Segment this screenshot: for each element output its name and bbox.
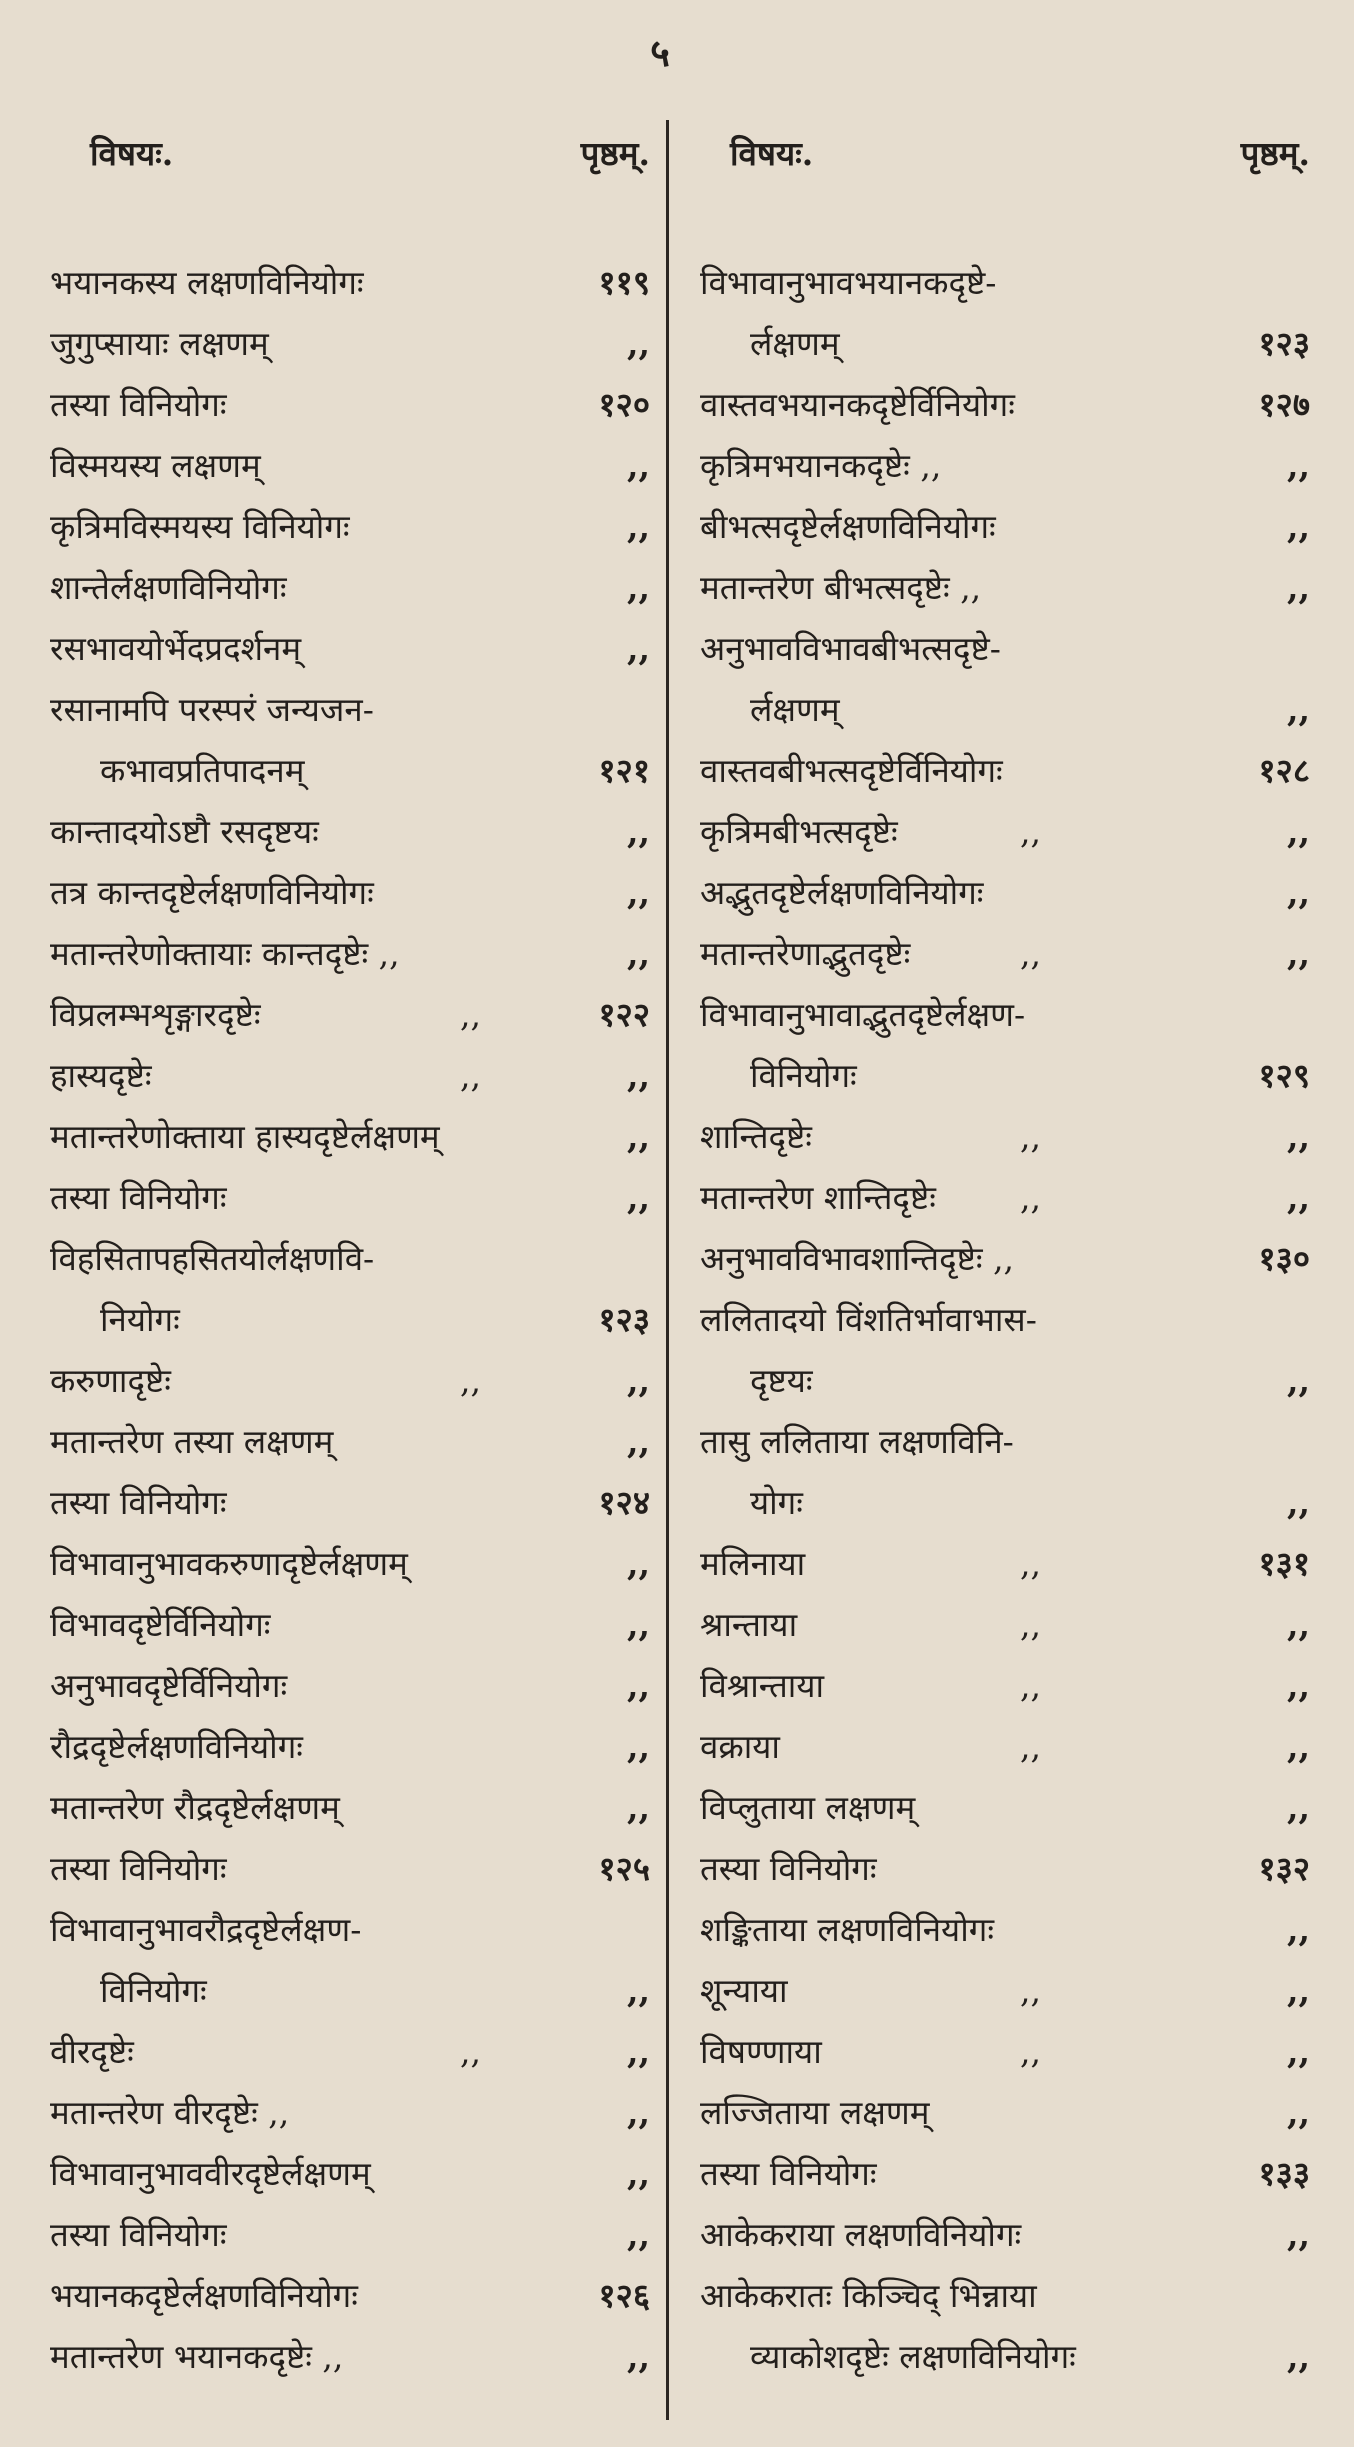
entry-text: वास्तवभयानकदृष्टेर्विनियोगः <box>700 385 1015 424</box>
right-column-header <box>690 130 1310 202</box>
toc-entry <box>40 1167 650 1228</box>
column-divider <box>666 120 669 2420</box>
toc-entry <box>40 2021 650 2082</box>
entry-page: १२३ <box>1258 324 1310 363</box>
ditto-mark: ,, <box>460 995 481 1034</box>
entry-text: नियोगः <box>100 1300 180 1339</box>
right-column <box>690 130 1310 2387</box>
entry-page: ,, <box>1287 1727 1310 1766</box>
entry-text: शान्तेर्लक्षणविनियोगः <box>50 568 287 607</box>
toc-entry <box>690 801 1310 862</box>
toc-entry <box>40 2143 650 2204</box>
entry-text: मतान्तरेणोक्ताया हास्यदृष्टेर्लक्षणम् <box>50 1117 440 1156</box>
toc-entry <box>690 557 1310 618</box>
toc-entry <box>690 1289 1310 1350</box>
entry-text: दृष्टयः <box>750 1361 813 1400</box>
entry-page: ,, <box>627 873 650 912</box>
toc-entry <box>40 1899 650 1960</box>
entry-page: ,, <box>627 1422 650 1461</box>
entry-text: योगः <box>750 1483 803 1522</box>
toc-entry <box>40 1472 650 1533</box>
toc-entry <box>690 1167 1310 1228</box>
toc-entry <box>40 1716 650 1777</box>
entry-page: ,, <box>1287 1361 1310 1400</box>
toc-entry <box>40 1838 650 1899</box>
entry-page: ,, <box>627 507 650 546</box>
entry-text: मतान्तरेणोक्तायाः कान्तदृष्टेः ,, <box>50 934 400 973</box>
entry-text: विनियोगः <box>100 1971 207 2010</box>
toc-entry <box>690 679 1310 740</box>
entry-page: ,, <box>1287 446 1310 485</box>
toc-entry <box>690 1350 1310 1411</box>
entry-text: र्लक्षणम् <box>750 324 840 363</box>
ditto-mark: ,, <box>1020 1727 1041 1766</box>
entry-text: हास्यदृष्टेः <box>50 1056 152 1095</box>
left-column <box>40 130 650 2387</box>
entry-text: तस्या विनियोगः <box>700 1849 877 1888</box>
toc-entry <box>40 862 650 923</box>
entry-text: कान्तादयोऽष्टौ रसदृष्टयः <box>50 812 319 851</box>
entry-text: र्लक्षणम् <box>750 690 840 729</box>
entry-text: तस्या विनियोगः <box>50 385 227 424</box>
entry-page: १२१ <box>598 751 650 790</box>
toc-entry <box>690 2082 1310 2143</box>
left-column-header <box>40 130 650 202</box>
toc-entry <box>690 2021 1310 2082</box>
toc-entry <box>690 1045 1310 1106</box>
toc-entry <box>40 2082 650 2143</box>
toc-entry <box>690 862 1310 923</box>
toc-entry <box>690 740 1310 801</box>
entry-page: ,, <box>1287 1910 1310 1949</box>
entry-text: कभावप्रतिपादनम् <box>100 751 305 790</box>
entry-page: ,, <box>627 1361 650 1400</box>
toc-entry <box>40 313 650 374</box>
entry-page: ,, <box>1287 2337 1310 2376</box>
entry-page: ,, <box>1287 1117 1310 1156</box>
entry-text: मतान्तरेणाद्भुतदृष्टेः <box>700 934 911 973</box>
entry-page: ,, <box>627 2337 650 2376</box>
entry-page: १२५ <box>598 1849 650 1888</box>
entry-page: ,, <box>627 1605 650 1644</box>
entry-text: कृत्रिमभयानकदृष्टेः ,, <box>700 446 942 485</box>
entry-text: तत्र कान्तदृष्टेर्लक्षणविनियोगः <box>50 873 374 912</box>
entry-page: ,, <box>627 1056 650 1095</box>
toc-entry <box>40 1960 650 2021</box>
toc-entry <box>690 252 1310 313</box>
ditto-mark: ,, <box>460 1361 481 1400</box>
entry-text: रौद्रदृष्टेर्लक्षणविनियोगः <box>50 1727 303 1766</box>
entry-page: ११९ <box>598 263 650 302</box>
ditto-mark: ,, <box>1020 812 1041 851</box>
subject-heading: विषयः. <box>730 134 814 173</box>
toc-entry <box>40 2326 650 2387</box>
entry-page: ,, <box>1287 2032 1310 2071</box>
entry-page: ,, <box>1287 1971 1310 2010</box>
entry-text: तस्या विनियोगः <box>700 2154 877 2193</box>
entry-page: ,, <box>627 2215 650 2254</box>
entry-page: ,, <box>627 2093 650 2132</box>
toc-entry <box>40 679 650 740</box>
entry-text: शान्तिदृष्टेः <box>700 1117 812 1156</box>
toc-entry <box>690 984 1310 1045</box>
entry-text: विप्रलम्भशृङ्गारदृष्टेः <box>50 995 261 1034</box>
toc-entry <box>690 1472 1310 1533</box>
toc-entry <box>40 1045 650 1106</box>
entry-page: ,, <box>1287 2215 1310 2254</box>
entry-text: मतान्तरेण भयानकदृष्टेः ,, <box>50 2337 344 2376</box>
toc-entry <box>690 2265 1310 2326</box>
entry-page: १२९ <box>1258 1056 1310 1095</box>
entry-page: १३२ <box>1258 1849 1310 1888</box>
entry-text: जुगुप्सायाः लक्षणम् <box>50 324 269 363</box>
subject-heading: विषयः. <box>90 134 174 173</box>
entry-text: मतान्तरेण रौद्रदृष्टेर्लक्षणम् <box>50 1788 340 1827</box>
page-heading: पृष्ठम्. <box>580 134 650 173</box>
entry-text: करुणादृष्टेः <box>50 1361 171 1400</box>
entry-page: १३३ <box>1258 2154 1310 2193</box>
toc-entry <box>690 1594 1310 1655</box>
entry-text: विषण्णाया <box>700 2032 822 2071</box>
toc-entry <box>40 1594 650 1655</box>
ditto-mark: ,, <box>1020 1971 1041 2010</box>
page-heading: पृष्ठम्. <box>1240 134 1310 173</box>
toc-entry <box>690 618 1310 679</box>
toc-entry <box>40 801 650 862</box>
entry-page: १२२ <box>598 995 650 1034</box>
entry-page: ,, <box>627 934 650 973</box>
entry-text: तस्या विनियोगः <box>50 1483 227 1522</box>
entry-text: अनुभावविभावबीभत्सदृष्टे- <box>700 629 1001 668</box>
entry-text: भयानकदृष्टेर्लक्षणविनियोगः <box>50 2276 358 2315</box>
entry-text: आकेकराया लक्षणविनियोगः <box>700 2215 1022 2254</box>
entry-text: आकेकरातः किञ्चिद् भिन्नाया <box>700 2276 1037 2315</box>
toc-entry <box>40 1533 650 1594</box>
entry-page: ,, <box>627 1544 650 1583</box>
toc-entry <box>690 1655 1310 1716</box>
toc-entry <box>40 1106 650 1167</box>
toc-entry <box>690 435 1310 496</box>
entry-text: कृत्रिमबीभत्सदृष्टेः <box>700 812 898 851</box>
entry-page: ,, <box>1287 568 1310 607</box>
entry-text: विभावानुभावकरुणादृष्टेर्लक्षणम् <box>50 1544 408 1583</box>
entry-page: ,, <box>627 568 650 607</box>
ditto-mark: ,, <box>1020 2032 1041 2071</box>
entry-text: विहसितापहसितयोर्लक्षणवि- <box>50 1239 375 1278</box>
ditto-mark: ,, <box>1020 1178 1041 1217</box>
toc-entry <box>40 374 650 435</box>
entry-page: १३१ <box>1258 1544 1310 1583</box>
entry-page: ,, <box>627 2154 650 2193</box>
toc-entry <box>40 2204 650 2265</box>
toc-entry <box>40 1350 650 1411</box>
toc-entry <box>690 2326 1310 2387</box>
entry-text: रसानामपि परस्परं जन्यजन- <box>50 690 374 729</box>
entry-page: १२६ <box>598 2276 650 2315</box>
toc-entry <box>690 313 1310 374</box>
ditto-mark: ,, <box>1020 1117 1041 1156</box>
toc-entry <box>40 984 650 1045</box>
entry-page: ,, <box>627 1727 650 1766</box>
entry-page: ,, <box>1287 812 1310 851</box>
entry-page: ,, <box>627 324 650 363</box>
toc-entry <box>690 1228 1310 1289</box>
entry-text: तस्या विनियोगः <box>50 1178 227 1217</box>
ditto-mark: ,, <box>1020 1666 1041 1705</box>
entry-page: ,, <box>1287 1666 1310 1705</box>
toc-entry <box>690 1777 1310 1838</box>
toc-entry <box>40 557 650 618</box>
entry-text: विप्लुताया लक्षणम् <box>700 1788 916 1827</box>
toc-entry <box>690 1899 1310 1960</box>
entry-page: ,, <box>627 1117 650 1156</box>
entry-page: ,, <box>627 2032 650 2071</box>
entry-page: ,, <box>627 812 650 851</box>
entry-text: कृत्रिमविस्मयस्य विनियोगः <box>50 507 350 546</box>
entry-text: भयानकस्य लक्षणविनियोगः <box>50 263 364 302</box>
entry-text: मलिनाया <box>700 1544 806 1583</box>
entry-text: वीरदृष्टेः <box>50 2032 134 2071</box>
entry-text: शून्याया <box>700 1971 788 2010</box>
entry-text: विभावदृष्टेर्विनियोगः <box>50 1605 271 1644</box>
entry-text: मतान्तरेण बीभत्सदृष्टेः ,, <box>700 568 982 607</box>
toc-entry <box>40 1228 650 1289</box>
toc-entry <box>40 252 650 313</box>
toc-entry <box>690 1960 1310 2021</box>
entry-page: ,, <box>627 629 650 668</box>
entry-text: तासु ललिताया लक्षणविनि- <box>700 1422 1014 1461</box>
toc-entry <box>690 1838 1310 1899</box>
entry-page: ,, <box>1287 1483 1310 1522</box>
entry-text: अनुभावविभावशान्तिदृष्टेः ,, <box>700 1239 1015 1278</box>
entry-text: विभावानुभावभयानकदृष्टे- <box>700 263 997 302</box>
entry-text: व्याकोशदृष्टेः लक्षणविनियोगः <box>750 2337 1076 2376</box>
entry-text: मतान्तरेण शान्तिदृष्टेः <box>700 1178 936 1217</box>
ditto-mark: ,, <box>460 1056 481 1095</box>
toc-entry <box>690 1411 1310 1472</box>
toc-entry <box>40 618 650 679</box>
entry-text: श्रान्ताया <box>700 1605 798 1644</box>
entry-text: विनियोगः <box>750 1056 857 1095</box>
entry-page: ,, <box>1287 2093 1310 2132</box>
toc-entry <box>40 740 650 801</box>
entry-page: ,, <box>1287 934 1310 973</box>
entry-text: बीभत्सदृष्टेर्लक्षणविनियोगः <box>700 507 996 546</box>
toc-entry <box>40 496 650 557</box>
entry-page: ,, <box>627 446 650 485</box>
entry-text: अद्भुतदृष्टेर्लक्षणविनियोगः <box>700 873 984 912</box>
toc-entry <box>40 1777 650 1838</box>
entry-page: ,, <box>1287 690 1310 729</box>
entry-page: १२० <box>598 385 650 424</box>
entry-text: मतान्तरेण वीरदृष्टेः ,, <box>50 2093 290 2132</box>
entry-text: तस्या विनियोगः <box>50 1849 227 1888</box>
entry-page: १२७ <box>1258 385 1310 424</box>
entry-page: १२४ <box>598 1483 650 1522</box>
toc-entry <box>40 2265 650 2326</box>
entry-page: ,, <box>627 1971 650 2010</box>
entry-page: १२८ <box>1258 751 1310 790</box>
entry-page: ,, <box>627 1788 650 1827</box>
entry-text: विस्मयस्य लक्षणम् <box>50 446 261 485</box>
entry-page: १२३ <box>598 1300 650 1339</box>
toc-entry <box>690 1716 1310 1777</box>
entry-page: ,, <box>1287 873 1310 912</box>
entry-text: अनुभावदृष्टेर्विनियोगः <box>50 1666 288 1705</box>
entry-text: ललितादयो विंशतिर्भावाभास- <box>700 1300 1037 1339</box>
toc-entry <box>690 2143 1310 2204</box>
toc-entry <box>40 1289 650 1350</box>
toc-entry <box>40 1655 650 1716</box>
entry-text: तस्या विनियोगः <box>50 2215 227 2254</box>
entry-page: ,, <box>1287 1605 1310 1644</box>
toc-entry <box>690 1106 1310 1167</box>
entry-page: ,, <box>627 1666 650 1705</box>
ditto-mark: ,, <box>460 2032 481 2071</box>
right-entries <box>690 252 1310 2387</box>
entry-page: ,, <box>1287 1788 1310 1827</box>
entry-page: ,, <box>1287 507 1310 546</box>
ditto-mark: ,, <box>1020 1605 1041 1644</box>
toc-entry <box>690 374 1310 435</box>
toc-entry <box>690 923 1310 984</box>
entry-text: रसभावयोर्भेदप्रदर्शनम् <box>50 629 302 668</box>
entry-page: ,, <box>627 1178 650 1217</box>
toc-entry <box>40 923 650 984</box>
left-entries <box>40 252 650 2387</box>
toc-entry <box>690 1533 1310 1594</box>
ditto-mark: ,, <box>1020 1544 1041 1583</box>
toc-entry <box>40 1411 650 1472</box>
entry-text: लज्जिताया लक्षणम् <box>700 2093 930 2132</box>
entry-text: शङ्किताया लक्षणविनियोगः <box>700 1910 994 1949</box>
entry-text: वक्राया <box>700 1727 780 1766</box>
entry-text: विभावानुभाववीरदृष्टेर्लक्षणम् <box>50 2154 371 2193</box>
entry-page: ,, <box>1287 1178 1310 1217</box>
ditto-mark: ,, <box>1020 934 1041 973</box>
toc-entry <box>690 496 1310 557</box>
entry-text: विभावानुभावाद्भुतदृष्टेर्लक्षण- <box>700 995 1026 1034</box>
page-number: ५ <box>650 30 670 75</box>
entry-text: वास्तवबीभत्सदृष्टेर्विनियोगः <box>700 751 1003 790</box>
entry-page: १३० <box>1258 1239 1310 1278</box>
entry-text: विभावानुभावरौद्रदृष्टेर्लक्षण- <box>50 1910 362 1949</box>
entry-text: विश्रान्ताया <box>700 1666 825 1705</box>
toc-entry <box>40 435 650 496</box>
entry-text: मतान्तरेण तस्या लक्षणम् <box>50 1422 334 1461</box>
toc-entry <box>690 2204 1310 2265</box>
